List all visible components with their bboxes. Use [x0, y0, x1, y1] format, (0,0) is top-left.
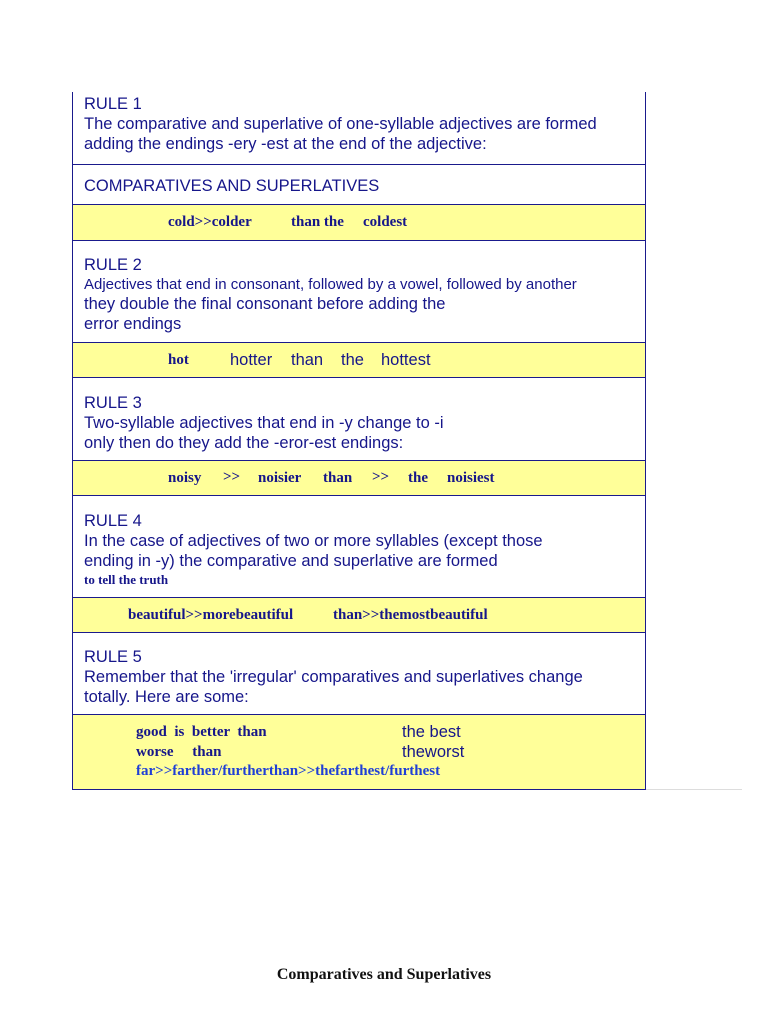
example-4-word-2: than>>themostbeautiful: [333, 607, 488, 623]
example-5-row-2-right: theworst: [402, 743, 465, 761]
rule-4-text-line-1: In the case of adjectives of two or more syllables (except those: [84, 532, 543, 550]
page-footer-title: Comparatives and Superlatives: [276, 966, 492, 983]
table-bottom-border: [72, 789, 646, 790]
example-2-word-2: hotter: [230, 351, 273, 369]
rule-4-text-line-2: ending in -y) the comparative and superlative are formed: [84, 552, 498, 570]
example-3: [73, 461, 645, 496]
example-3-word-7: noisiest: [447, 470, 495, 486]
example-2-word-5: hottest: [381, 351, 431, 369]
example-5-row-1-right: the best: [402, 723, 461, 741]
rule-4-title: RULE 4: [84, 512, 142, 530]
example-5: [73, 715, 645, 790]
rule-2-title: RULE 2: [84, 256, 142, 274]
example-2-word-1: hot: [168, 352, 189, 368]
example-3-word-1: noisy: [168, 470, 202, 486]
example-3-word-6: the: [408, 470, 428, 486]
rule-1-title: RULE 1: [84, 95, 142, 113]
rule-4: [73, 496, 645, 598]
example-4-word-1: beautiful>>morebeautiful: [128, 607, 294, 623]
example-5-row-2-left: worse than: [136, 744, 222, 760]
example-3-word-3: noisier: [258, 470, 302, 486]
example-4: [73, 598, 645, 633]
example-2-word-3: than: [291, 351, 324, 369]
rule-1-text-line-1: The comparative and superlative of one-syllable adjectives are formed: [84, 115, 597, 133]
example-1-word-3: coldest: [363, 214, 408, 230]
example-1-word-1: cold>>colder: [168, 214, 252, 230]
rule-5-title: RULE 5: [84, 648, 142, 666]
example-1-word-2: than the: [291, 214, 344, 230]
example-2: [73, 343, 645, 378]
rule-5: [73, 633, 645, 715]
rule-1-text-line-2: adding the endings -ery -est at the end of the adjective:: [84, 135, 487, 153]
example-3-word-5: >>: [372, 469, 390, 485]
example-5-row-3: far>>farther/furtherthan>>thefarthest/furthest: [136, 763, 441, 779]
example-3-word-2: >>: [223, 469, 241, 485]
divider-line: [646, 789, 742, 790]
rule-2-text-line-2: they double the final consonant before adding the: [84, 295, 446, 313]
rule-3-text-line-1: Two-syllable adjectives that end in -y change to -i: [84, 414, 444, 432]
rule-1: [73, 92, 645, 165]
section-heading-row: [73, 165, 645, 205]
rule-3-title: RULE 3: [84, 394, 142, 412]
rule-5-text-line-2: totally. Here are some:: [84, 688, 249, 706]
rule-2: [73, 241, 645, 343]
example-2-word-4: the: [341, 351, 364, 369]
rule-3: [73, 378, 645, 461]
rule-2-text-line-3: error endings: [84, 315, 182, 333]
rule-4-text-line-3: to tell the truth: [84, 572, 169, 587]
rule-2-text-line-1: Adjectives that end in consonant, followed by a vowel, followed by another: [84, 276, 577, 293]
rule-3-text-line-2: only then do they add the -eror-est endings:: [84, 434, 404, 452]
section-heading: COMPARATIVES AND SUPERLATIVES: [84, 177, 380, 195]
example-1: [73, 205, 645, 241]
example-3-word-4: than: [323, 470, 353, 486]
example-5-row-1-left: good is better than: [136, 724, 267, 740]
rule-5-text-line-1: Remember that the 'irregular' comparatives and superlatives change: [84, 668, 583, 686]
rules-table: [72, 92, 646, 790]
